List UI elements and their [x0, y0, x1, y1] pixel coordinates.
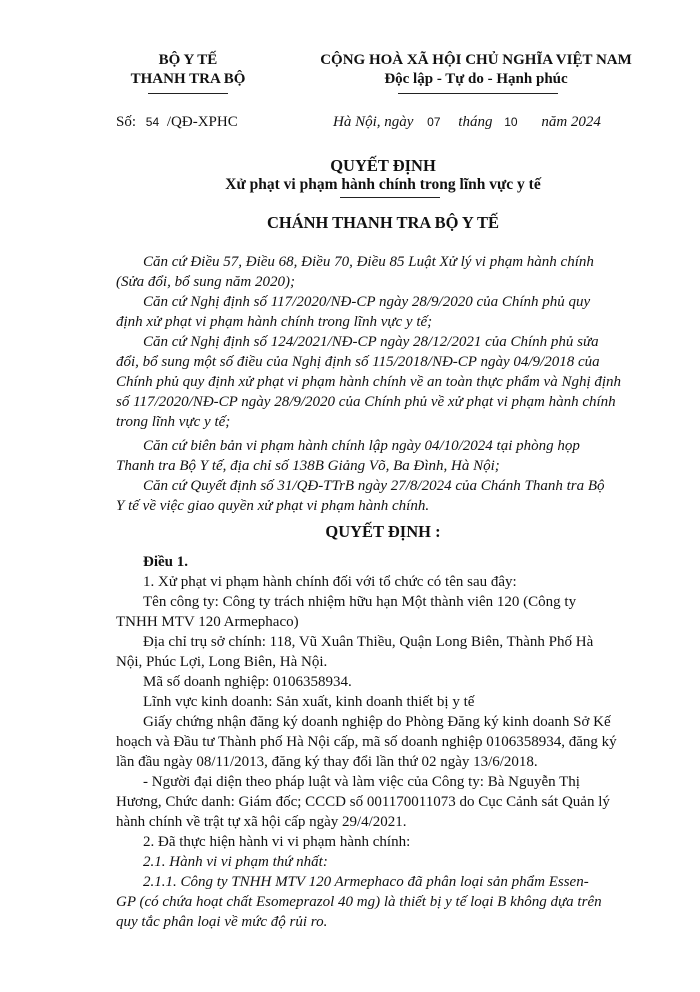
issuer-title: CHÁNH THANH TRA BỘ Y TẾ: [266, 213, 500, 232]
basis-line: Căn cứ Nghị định số 117/2020/NĐ-CP ngày 28/9/2020 của Chính phủ quy: [143, 294, 591, 310]
document-subject: Xử phạt vi phạm hành chính trong lĩnh vực y tế: [225, 176, 541, 193]
article-line: Nội, Phúc Lợi, Long Biên, Hà Nội.: [116, 654, 328, 670]
number-label: Số:: [116, 114, 137, 130]
article-line: Hương, Chức danh: Giám đốc; CCCD số 001170011073 do Cục Cảnh sát Quản lý: [116, 794, 610, 810]
article-line: hoạch và Đầu tư Thành phố Hà Nội cấp, mã số doanh nghiệp 0106358934, đăng ký: [116, 734, 617, 750]
document-number: [116, 114, 238, 131]
agency-underline: [148, 93, 228, 94]
article-line: Lĩnh vực kinh doanh: Sản xuất, kinh doanh thiết bị y tế: [143, 694, 475, 710]
basis-line: Căn cứ biên bản vi phạm hành chính lập ngày 04/10/2024 tại phòng họp: [143, 438, 580, 454]
basis-line: Căn cứ Điều 57, Điều 68, Điều 70, Điều 85 Luật Xử lý vi phạm hành chính: [143, 254, 594, 270]
article-line: quy tắc phân loại về mức độ rủi ro.: [116, 914, 328, 930]
article-line: 2.1.1. Công ty TNHH MTV 120 Armephaco đã phân loại sản phẩm Essen-: [143, 874, 589, 890]
article-line: Giấy chứng nhận đăng ký doanh nghiệp do Phòng Đăng ký kinh doanh Sở Kế: [143, 714, 611, 730]
article-line: 2.1. Hành vi vi phạm thứ nhất:: [143, 854, 328, 870]
agency-name: THANH TRA BỘ: [130, 71, 246, 87]
month-label: tháng: [458, 114, 493, 130]
basis-line: Thanh tra Bộ Y tế, địa chỉ số 138B Giảng Võ, Ba Đình, Hà Nội;: [116, 458, 500, 474]
motto-underline: [398, 93, 558, 94]
article-line: 2. Đã thực hiện hành vi vi phạm hành chính:: [143, 834, 411, 850]
number-suffix: /QĐ-XPHC: [166, 114, 238, 130]
date-month: 10: [504, 115, 518, 129]
basis-line: (Sửa đổi, bổ sung năm 2020);: [116, 274, 296, 290]
article-line: lần đầu ngày 08/11/2013, đăng ký thay đổi lần thứ 02 ngày 13/6/2018.: [116, 754, 538, 770]
country-name: CỘNG HOÀ XÃ HỘI CHỦ NGHĨA VIỆT NAM: [320, 52, 632, 68]
basis-line: đổi, bổ sung một số điều của Nghị định số 115/2018/NĐ-CP ngày 04/9/2018 của: [116, 354, 600, 370]
agency-parent: BỘ Y TẾ: [158, 52, 218, 68]
article-line: - Người đại diện theo pháp luật và làm việc của Công ty: Bà Nguyễn Thị: [143, 774, 580, 790]
basis-line: Y tế về việc giao quyền xử phạt vi phạm hành chính.: [116, 498, 430, 514]
date-line: [333, 114, 601, 131]
decision-heading: QUYẾT ĐỊNH :: [325, 522, 441, 541]
article-line: Tên công ty: Công ty trách nhiệm hữu hạn Một thành viên 120 (Công ty: [143, 594, 577, 610]
year-label: năm 2024: [541, 114, 601, 130]
subject-underline: [340, 197, 440, 198]
document-type: QUYẾT ĐỊNH: [330, 156, 436, 175]
basis-line: Căn cứ Quyết định số 31/QĐ-TTrB ngày 27/8/2024 của Chánh Thanh tra Bộ: [143, 478, 605, 494]
article-line: GP (có chứa hoạt chất Esomeprazol 40 mg) là thiết bị y tế loại B không dựa trên: [116, 894, 602, 910]
basis-line: số 117/2020/NĐ-CP ngày 28/9/2020 của Chính phủ về xử phạt vi phạm hành chính: [116, 394, 616, 410]
basis-line: định xử phạt vi phạm hành chính trong lĩnh vực y tế;: [116, 314, 433, 330]
article-line: hành chính về trật tự xã hội cấp ngày 29/4/2021.: [116, 814, 407, 830]
basis-line: Chính phủ quy định xử phạt vi phạm hành chính về an toàn thực phẩm và Nghị định: [116, 374, 622, 390]
date-place: Hà Nội, ngày: [333, 114, 414, 130]
national-motto: Độc lập - Tự do - Hạnh phúc: [384, 71, 568, 87]
article-line: Địa chỉ trụ sở chính: 118, Vũ Xuân Thiều, Quận Long Biên, Thành Phố Hà: [143, 634, 594, 650]
article-line: 1. Xử phạt vi phạm hành chính đối với tổ chức có tên sau đây:: [143, 574, 517, 590]
basis-line: trong lĩnh vực y tế;: [116, 414, 231, 430]
article-line: Mã số doanh nghiệp: 0106358934.: [143, 674, 352, 690]
basis-line: Căn cứ Nghị định số 124/2021/NĐ-CP ngày 28/12/2021 của Chính phủ sửa: [143, 334, 599, 350]
date-day: 07: [427, 115, 441, 129]
number-value: 54: [145, 115, 160, 129]
article-line: TNHH MTV 120 Armephaco): [116, 614, 299, 630]
article-heading: Điều 1.: [143, 554, 188, 570]
